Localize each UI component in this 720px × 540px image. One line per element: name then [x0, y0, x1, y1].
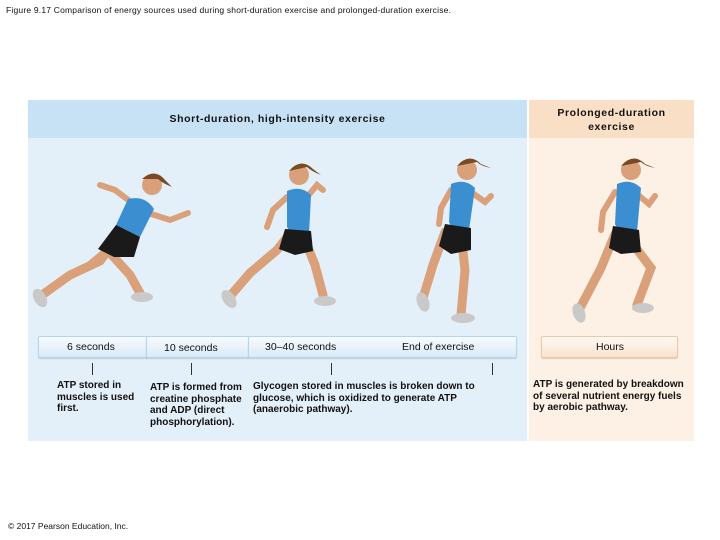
timeline-tick-3 [331, 363, 332, 375]
runner-figure-3 [405, 150, 515, 325]
timeline-label-hours: Hours [596, 341, 625, 353]
figure-caption: Figure 9.17 Comparison of energy sources used during short-duration exercise and prolonged-duration exercise. [6, 5, 452, 15]
timeline-tick-1 [92, 363, 93, 375]
description-aerobic-pathway: ATP is generated by breakdown of several nutrient energy fuels by aerobic pathway. [533, 379, 684, 413]
runner-3-body [414, 158, 491, 323]
timeline-label-end-of-exercise: End of exercise [402, 341, 475, 353]
prolonged-duration-header [529, 100, 694, 138]
prolonged-title-text: Prolonged-duration exercise [557, 107, 666, 133]
sprinter-figure-2 [215, 155, 345, 320]
jogger-4-body [570, 158, 655, 324]
short-duration-header [28, 100, 527, 138]
description-creatine-phosphate: ATP is formed from creatine phosphate and ADP (direct phosphorylation). [150, 382, 242, 428]
short-duration-title: Short-duration, high-intensity exercise [169, 113, 386, 125]
jogger-figure-4 [565, 150, 675, 325]
sprinter-figure-1 [30, 165, 200, 325]
sprinter-1-body [30, 173, 188, 309]
timeline-tick-4 [492, 363, 493, 375]
prolonged-duration-title [529, 106, 694, 134]
description-atp-stored: ATP stored in muscles is used first. [57, 380, 135, 414]
timeline-label-6-seconds: 6 seconds [67, 341, 115, 353]
copyright-notice: © 2017 Pearson Education, Inc. [8, 521, 129, 531]
timeline-tick-2 [191, 363, 192, 375]
sprinter-2-body [218, 163, 336, 310]
timeline-label-10-seconds: 10 seconds [164, 342, 218, 354]
description-glycogen-anaerobic: Glycogen stored in muscles is broken down to glucose, which is oxidized to generate ATP (anaerobic pathway). [253, 381, 475, 415]
timeline-label-30-40-seconds: 30–40 seconds [265, 341, 337, 353]
